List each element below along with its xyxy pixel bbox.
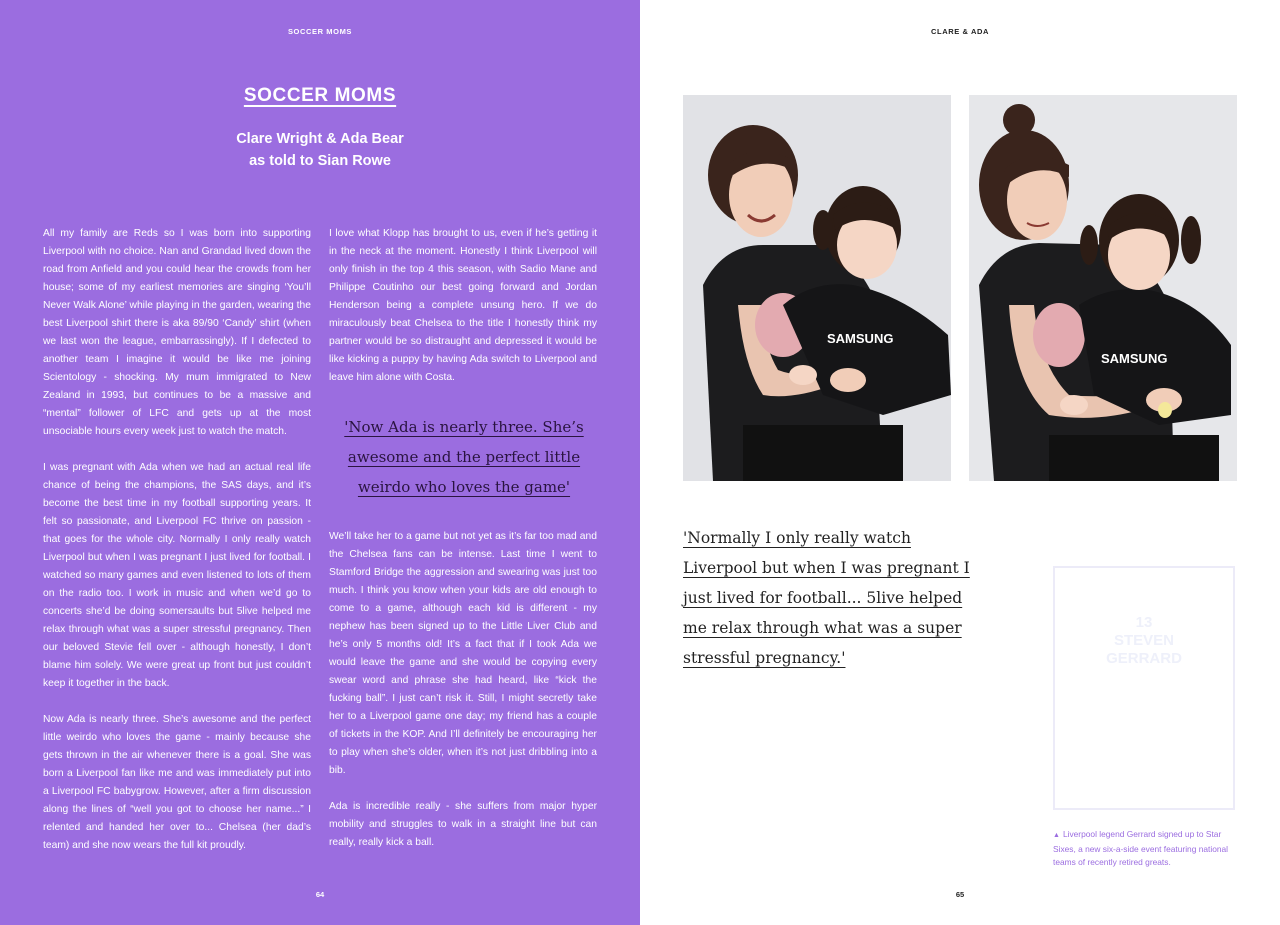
body-column-2-top <box>329 225 597 405</box>
triangle-up-icon: ▲ <box>1053 832 1060 839</box>
running-head-right: CLARE & ADA <box>931 27 989 36</box>
article-title <box>0 85 640 107</box>
paragraph: All my family are Reds so I was born into supporting Liverpool with no choice. Nan and Grandad lived down the road from Anfield and you could hear the crowds from her house; some of my earliest memories are singing ‘You’ll Never Walk Alone’ while playing in the garden, wearing the best Liverpool shirt there is aka 89/90 ‘Candy’ shirt (when we last won the league, embarrassingly). If I defected to another team I imagine it would be like me joining Scientology - shocking. My mum immigrated to New Zealand in 1993, but continues to be a massive and “mental” follower of LFC and gets up at the most unsociable hours every week just to watch the match. <box>43 228 311 437</box>
byline <box>0 128 640 172</box>
jersey-card-text <box>1055 614 1233 668</box>
pull-quote-left <box>340 412 588 502</box>
article-title-text: SOCCER MOMS <box>243 85 397 106</box>
jersey-name-line1: STEVEN <box>1113 632 1174 649</box>
paragraph: Ada is incredible really - she suffers from major hyper mobility and struggles to walk in a straight line but can really, really kick a ball. <box>329 801 597 848</box>
body-column-2-bottom <box>329 528 597 870</box>
jersey-name-line2: GERRARD <box>1106 650 1182 667</box>
photo-mother-daughter-laughing <box>683 95 951 481</box>
pull-quote-right <box>683 523 973 673</box>
paragraph: We’ll take her to a game but not yet as it’s far too mad and the Chelsea fans can be intense. Last time I went to Stamford Bridge the aggression and swearing was just too much. I think you know when your kids are old enough to come to a game, although each kid is different - my nephew has been signed up to the Little Liver Club and he’s only 5 months old! It’s a fact that if I took Ada we would leave the game and she would be copying every swear word and phrase she had heard, like “kick the fucking ball”. I just can’t risk it. Still, I might secretly take her to a Liverpool game one day; my friend has a couple of tickets in the KOP. And I’ll definitely be encouraging her to play when she’s older, when it’s not just dribbling into a bib. <box>329 531 597 776</box>
page-number-right: 65 <box>955 890 965 899</box>
pull-quote-left-text: 'Now Ada is nearly three. She’s awesome and the perfect little weirdo who loves the game' <box>344 418 584 496</box>
photo-illustration-2 <box>969 95 1237 481</box>
photo-mother-daughter-smiling <box>969 95 1237 481</box>
caption-text: Liverpool legend Gerrard signed up to Star Sixes, a new six-a-side event featuring national teams of recently retired greats. <box>1053 829 1229 867</box>
photo-illustration-1 <box>683 95 951 481</box>
paragraph: I was pregnant with Ada when we had an actual real life chance of being the champions, the SAS days, and it’s become the best time in my football supporting years. It felt so passionate, and Liverpool FC thrive on passion - that goes for the whole city. Normally I only really watch Liverpool but when I was pregnant I just lived for football. I watched so many games and even listened to lots of them on the radio too. I work in music and when we’d go to concerts she’d be doing somersaults but 5live helped me relax through what was a super stressful pregnancy. Then our beloved Stevie fell over - although honestly, I don’t blame him solely. We were great up front but just couldn’t keep it together in the back. <box>43 462 311 689</box>
byline-as-told: as told to Sian Rowe <box>249 153 391 169</box>
pull-quote-right-text: 'Normally I only really watch Liverpool but when I was pregnant I just lived for football... 5live helped me relax through what was a super stressful pregnancy.' <box>683 529 970 667</box>
jersey-number: 13 <box>1135 614 1153 631</box>
right-page <box>640 0 1280 925</box>
photo-caption <box>1053 828 1243 870</box>
body-column-1 <box>43 225 311 873</box>
page-number-left: 64 <box>315 890 325 899</box>
paragraph: I love what Klopp has brought to us, even if he’s getting it in the neck at the moment. Honestly I think Liverpool will only finish in the top 4 this season, with Sadio Mane and Philippe Coutinho our best going forward and Jordan Henderson being a complete unsung hero. If we do miraculously beat Chelsea to the title I honestly think my partner would be so distraught and depressed it would be like kicking a puppy by having Ada switch to Liverpool and leave him alone with Costa. <box>329 228 597 383</box>
jersey-sponsor-text-1: SAMSUNG <box>827 331 894 346</box>
jersey-sponsor-text-2: SAMSUNG <box>1101 351 1168 366</box>
byline-authors: Clare Wright & Ada Bear <box>236 131 404 147</box>
gerrard-jersey-card <box>1053 566 1235 810</box>
running-head-left: SOCCER MOMS <box>287 27 353 36</box>
paragraph: Now Ada is nearly three. She’s awesome and the perfect little weirdo who loves the game - mainly because she gets thrown in the air whenever there is a goal. She was born a Liverpool fan like me and was immediately put into a Liverpool FC babygrow. However, after a firm discussion along the lines of “well you got to choose her name...” I relented and handed her over to... Chelsea (her dad’s team) and she now wears the full kit proudly. <box>43 714 311 851</box>
